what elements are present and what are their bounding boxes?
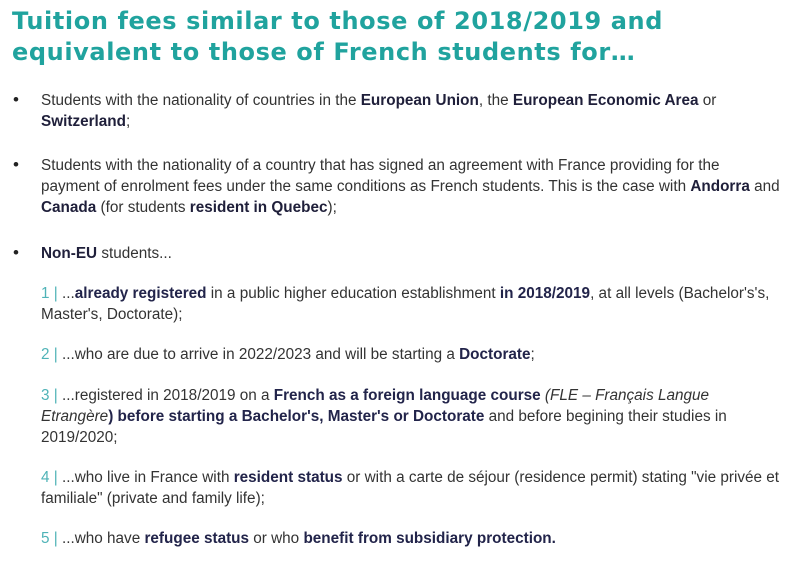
sub-item-fle-course: 3 | ...registered in 2018/2019 on a French as a foreign language course (FLE – Français Langue Etrangère) before starting a Bachelor's, Master's or Doctorate and before begining their studies in 2019/2020; <box>41 387 727 446</box>
bullet-marker: • <box>13 243 19 262</box>
page-title <box>12 6 782 68</box>
sub-item-number: 4 | <box>41 469 62 486</box>
title-line-1: Tuition fees similar to those of 2018/2019 and <box>12 7 664 35</box>
bullet-eu-eea-switzerland: Students with the nationality of countries in the European Union, the European Economic Area or Switzerland; <box>41 92 717 130</box>
bullet-non-eu-students: Non-EU students... <box>41 245 172 262</box>
sub-item-number: 5 | <box>41 530 62 547</box>
bullet-marker: • <box>13 90 19 109</box>
sub-item-doctorate-arrivals: 2 | ...who are due to arrive in 2022/2023 and will be starting a Doctorate; <box>41 346 535 363</box>
bullet-marker: • <box>13 155 19 174</box>
sub-item-number: 3 | <box>41 387 62 404</box>
title-line-2: equivalent to those of French students for… <box>12 38 636 66</box>
bullet-agreement-countries: Students with the nationality of a country that has signed an agreement with France providing for the payment of enrolment fees under the same conditions as French students. This is the case with Andorra and Canada (for students resident in Quebec); <box>41 157 780 216</box>
sub-item-refugee-status: 5 | ...who have refugee status or who benefit from subsidiary protection. <box>41 530 556 547</box>
sub-item-number: 2 | <box>41 346 62 363</box>
sub-item-number: 1 | <box>41 285 62 302</box>
sub-item-already-registered: 1 | ...already registered in a public higher education establishment in 2018/2019, at all levels (Bachelor's's, Master's, Doctorate); <box>41 285 770 323</box>
sub-item-resident-status: 4 | ...who live in France with resident status or with a carte de séjour (residence permit) stating "vie privée et familiale" (private and family life); <box>41 469 780 507</box>
